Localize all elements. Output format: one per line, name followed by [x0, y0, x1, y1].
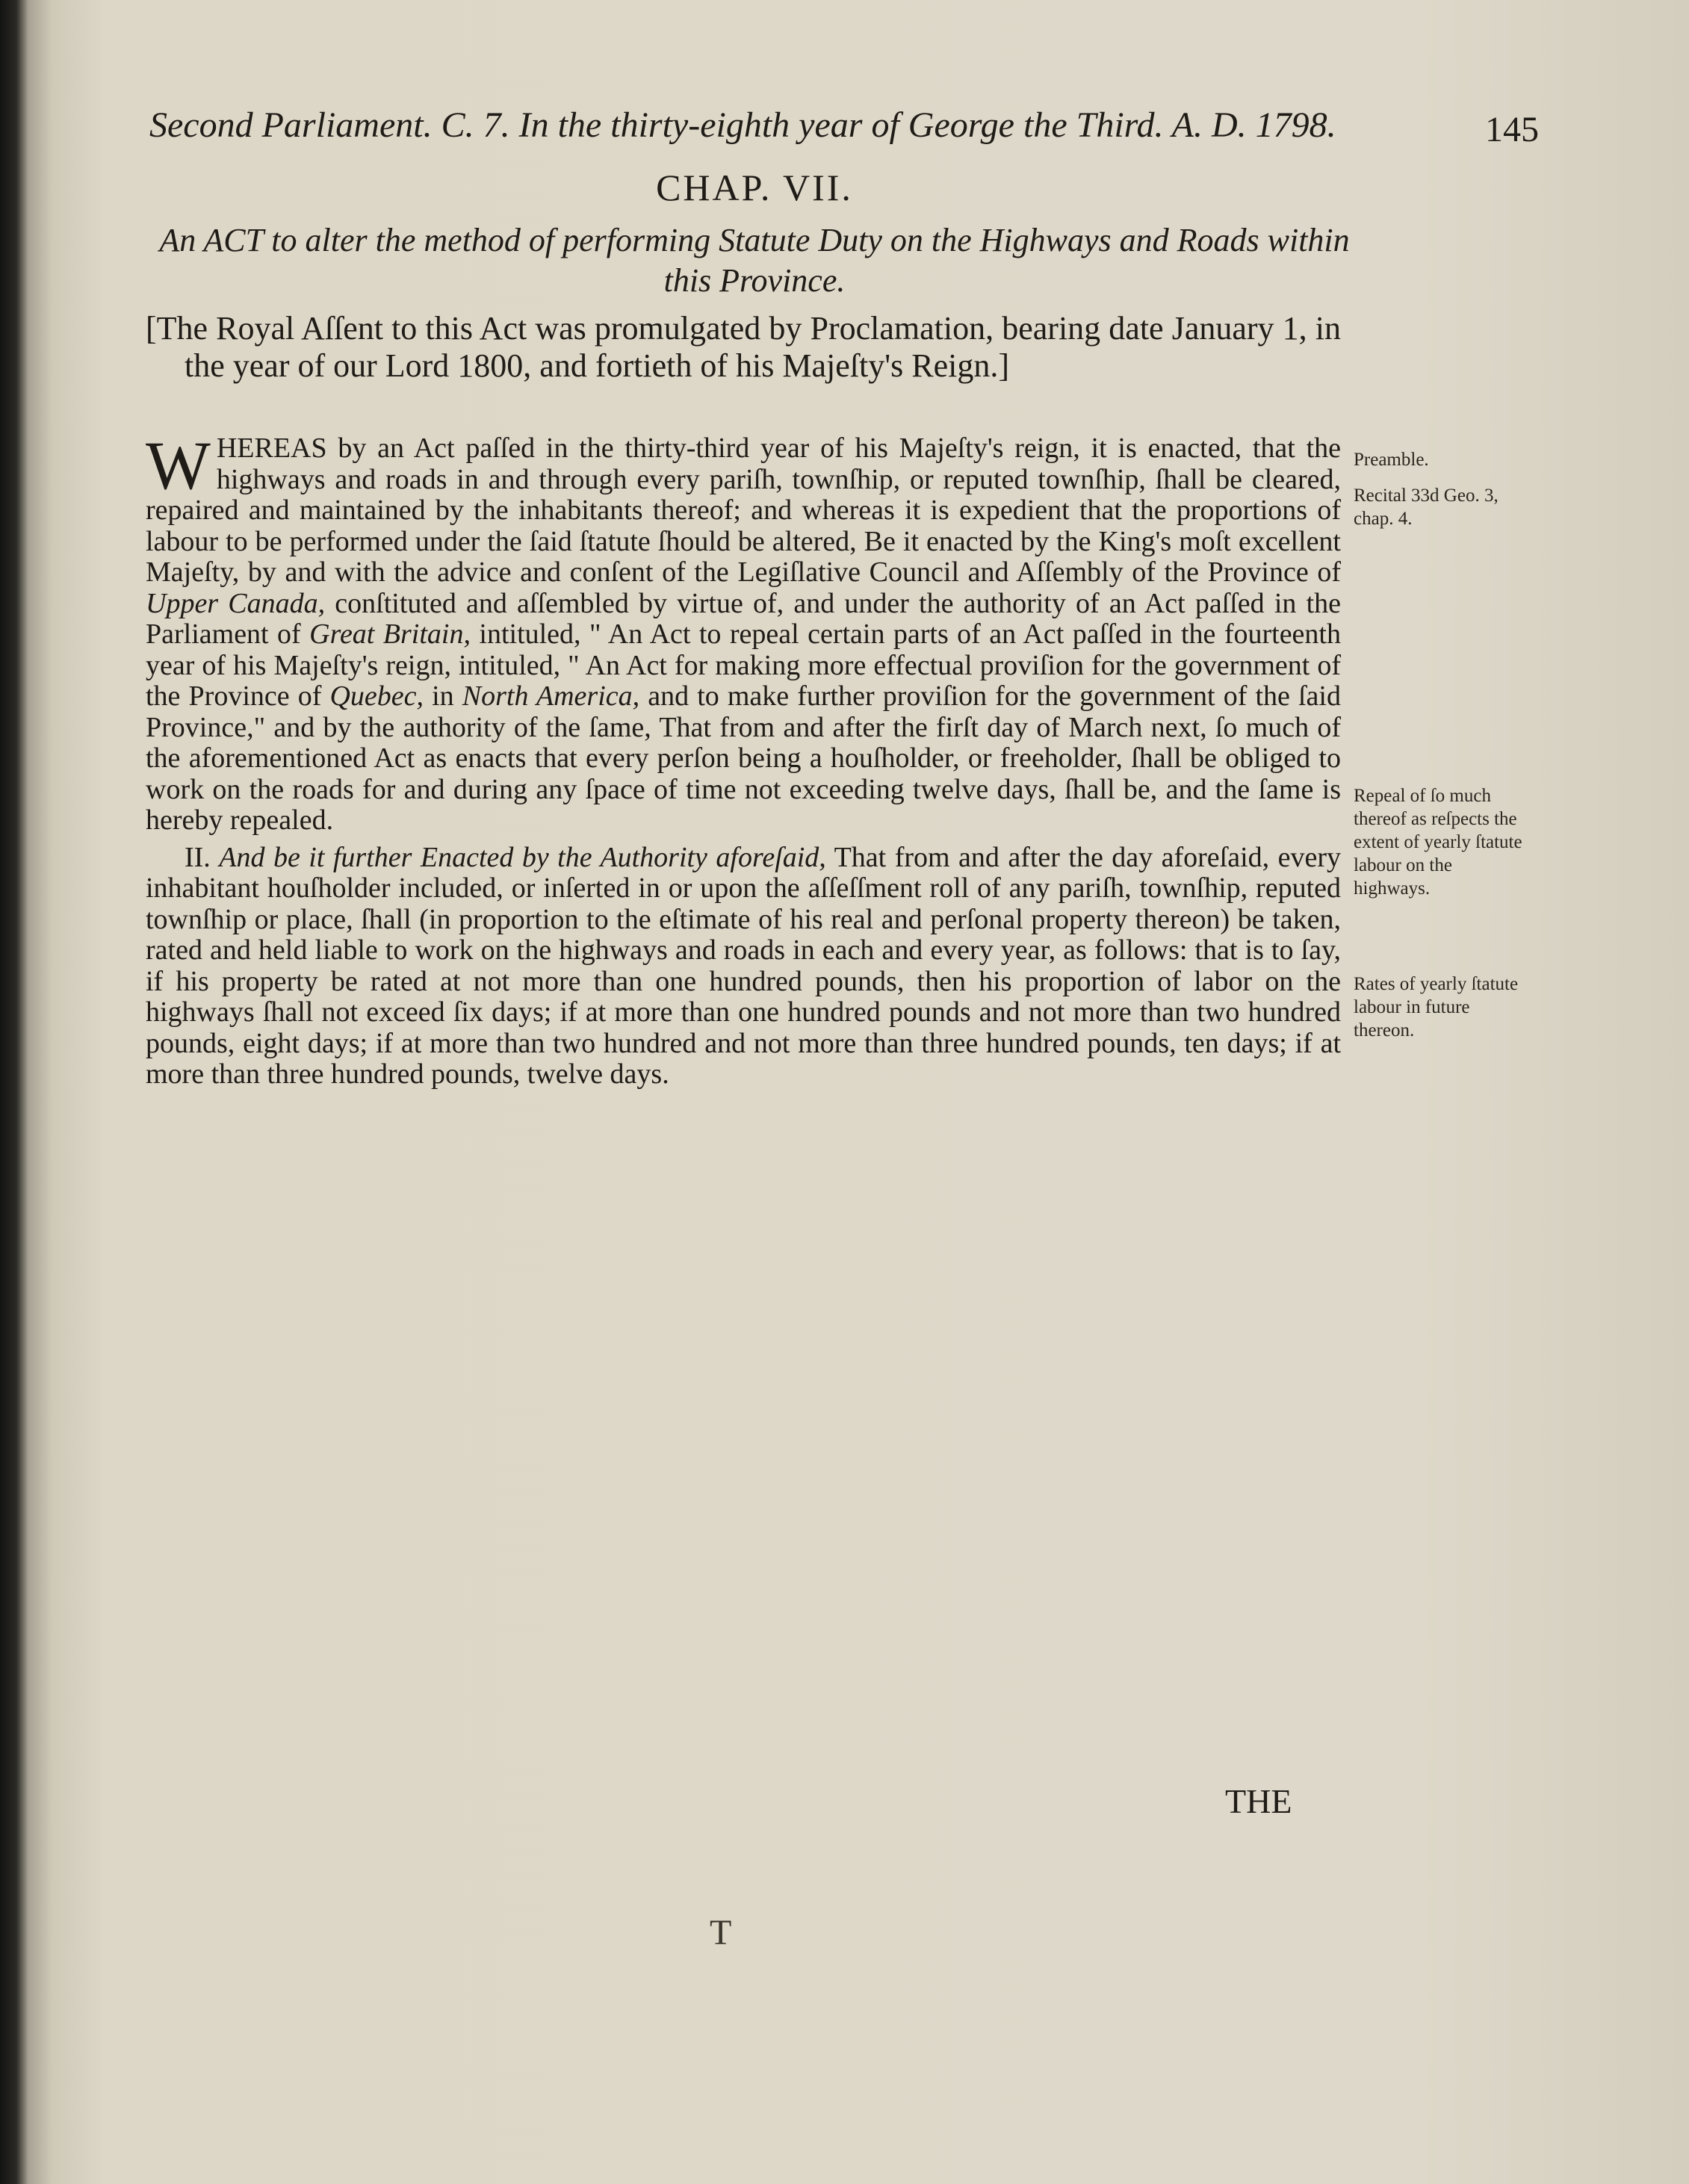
signature-mark: T — [710, 1913, 732, 1952]
preamble-text-3: intituled, " An Act to repeal certain parts of an Act paſſed in the fourteenth year of his Majeſty's reign, intituled, " An Act for making more effectual proviſion for the government of the Province of — [146, 618, 1341, 712]
preamble-text-2: conſtituted and aſſembled by virtue of, and under the authority of an Act paſſed in the Parliament of — [146, 587, 1341, 650]
enacting-clause: And be it further Enacted by the Authority aforeſaid, — [219, 841, 826, 873]
act-body — [146, 427, 1342, 1096]
royal-assent-text: [The Royal Aſſent to this Act was promulgated by Proclamation, bearing date January 1, in the year of our Lord 1800, and fortieth of his Majeſty's Reign.] — [146, 310, 1341, 384]
place-great-britain: Great Britain, — [309, 618, 471, 650]
catchword: THE — [1225, 1782, 1292, 1820]
section-number: II. — [185, 841, 211, 873]
preamble-paragraph — [146, 427, 1341, 837]
page-number: 145 — [1485, 110, 1539, 149]
place-north-america: North America, — [462, 680, 640, 712]
drop-cap: W — [146, 427, 211, 503]
preamble-text-5: and to make further proviſion for the government of the ſaid Province," and by the authority of the ſame, That from and after the firſt day of March next, ſo much of the aforementioned Act as enacts that every perſon being a houſholder, or freeholder, ſhall be obliged to work on the roads for and during any ſpace of time not exceeding twelve days, ſhall be, and the ſame is hereby repealed. — [146, 680, 1341, 836]
section-2-text: That from and after the day aforeſaid, every inhabitant houſholder included, or inſerted in or upon the aſſeſſment roll of any pariſh, townſhip, reputed townſhip or place, ſhall (in proportion to the eſtimate of his real and perſonal property thereon) be taken, rated and held liable to work on the highways and roads in each and every year, as follows: that is to ſay, if his property be rated at not more than one hundred pounds, then his proportion of labor on the highways ſhall not exceed ſix days; if at more than one hundred pounds and not more than two hundred pounds, eight days; if at more than two hundred and not more than three hundred pounds, ten days; if at more than three hundred pounds, twelve days. — [146, 841, 1342, 1090]
chapter-heading: CHAP. VII. — [656, 167, 853, 208]
act-title: An ACT to alter the method of performing Statute Duty on the Highways and Roads within this Province. — [159, 222, 1350, 299]
place-quebec: Quebec, — [329, 680, 424, 712]
margin-note-rates: Rates of yearly ſtatute labour in future thereon. — [1354, 974, 1519, 1040]
bleed-through-text — [127, 1240, 1352, 1912]
margin-note-recital: Recital 33d Geo. 3, chap. 4. — [1354, 485, 1499, 529]
running-head — [149, 105, 1539, 157]
royal-assent-note — [146, 310, 1341, 385]
margin-note-repeal: Repeal of ſo much thereof as reſpects the extent of yearly ſtatute labour on the highways. — [1354, 786, 1522, 899]
place-upper-canada: Upper Canada, — [146, 587, 326, 619]
margin-note-preamble: Preamble. — [1354, 450, 1429, 470]
preamble-text-1: HEREAS by an Act paſſed in the thirty-third year of his Majeſty's reign, it is enacted, that the highways and roads in and through every pariſh, townſhip, or reputed townſhip, ſhall be cleared, repaired and maintained by the inhabitants thereof; and whereas it is expedient that the proportions of labour to be performed under the ſaid ſtatute ſhould be altered, Be it enacted by the King's moſt excellent Majeſty, by and with the advice and conſent of the Legiſlative Council and Aſſembly of the Province of — [146, 432, 1341, 588]
section-2-paragraph — [146, 843, 1341, 1091]
preamble-text-4: in — [424, 680, 462, 712]
running-head-text: Second Parliament. C. 7. In the thirty-eighth year of George the Third. A. D. 1798. — [149, 105, 1336, 145]
